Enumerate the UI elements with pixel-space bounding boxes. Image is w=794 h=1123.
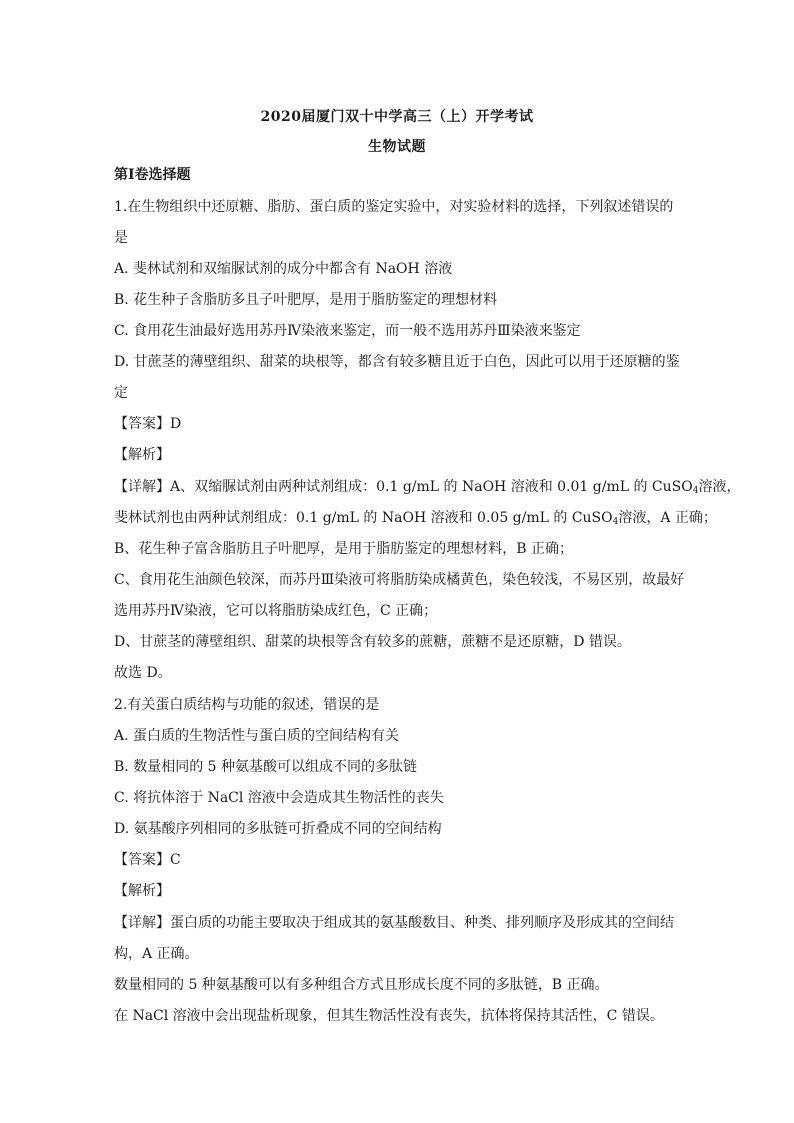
q1-detail-line2	[114, 509, 717, 531]
q1-detail-line1-tail: 溶液，	[698, 479, 741, 495]
q1-option-d-line1: D. 甘蔗茎的薄壁组织、甜菜的块根等，都含有较多糖且近于白色，因此可以用于还原糖的鉴	[114, 354, 680, 370]
q1-detail-line6: D、甘蔗茎的薄壁组织、甜菜的块根等含有较多的蔗糖，蔗糖不是还原糖，D 错误。	[114, 634, 631, 650]
q1-stem-line1: 1.在生物组织中还原糖、脂肪、蛋白质的鉴定实验中，对实验材料的选择，下列叙述错误的	[114, 199, 674, 215]
q2-detail-line3: 数量相同的 5 种氨基酸可以有多种组合方式且形成长度不同的多肽链，B 正确。	[114, 977, 609, 993]
q1-detail-line2-text: 斐林试剂也由两种试剂组成：0.1 g/mL 的 NaOH 溶液和 0.05 g/mL 的 CuSO	[114, 510, 613, 526]
exam-subtitle: 生物试题	[368, 139, 426, 155]
q1-detail-line1	[114, 478, 741, 500]
q1-subscript: 4	[692, 486, 699, 496]
q1-stem-line2: 是	[114, 230, 128, 246]
q1-detail-line1-text: 【详解】A、双缩脲试剂由两种试剂组成：0.1 g/mL 的 NaOH 溶液和 0.01 g/mL 的 CuSO	[114, 479, 693, 495]
q2-analysis-label: 【解析】	[114, 883, 170, 899]
q2-detail-line2: 构，A 正确。	[114, 946, 199, 962]
q1-option-c: C. 食用花生油最好选用苏丹Ⅳ染液来鉴定，而一般不选用苏丹Ⅲ染液来鉴定	[114, 323, 581, 339]
q2-answer: 【答案】C	[114, 852, 181, 868]
exam-title: 2020届厦门双十中学高三（上）开学考试	[260, 109, 534, 125]
q2-option-d: D. 氨基酸序列相同的多肽链可折叠成不同的空间结构	[114, 821, 442, 837]
q2-detail-line1: 【详解】蛋白质的功能主要取决于组成其的氨基酸数目、种类、排列顺序及形成其的空间结	[114, 915, 674, 931]
q2-option-b: B. 数量相同的 5 种氨基酸可以组成不同的多肽链	[114, 759, 417, 775]
q1-option-b: B. 花生种子含脂肪多且子叶肥厚，是用于脂肪鉴定的理想材料	[114, 292, 498, 308]
q1-detail-line3: B、花生种子富含脂肪且子叶肥厚，是用于脂肪鉴定的理想材料，B 正确；	[114, 541, 574, 557]
section-heading: 第I卷选择题	[114, 167, 191, 183]
q1-conclusion: 故选 D。	[114, 665, 172, 681]
q2-option-a: A. 蛋白质的生物活性与蛋白质的空间结构有关	[114, 728, 400, 744]
q1-subscript: 4	[612, 517, 619, 527]
q1-option-a: A. 斐林试剂和双缩脲试剂的成分中都含有 NaOH 溶液	[114, 261, 453, 277]
q2-detail-line4: 在 NaCl 溶液中会出现盐析现象，但其生物活性没有丧失，抗体将保持其活性，C 错误。	[114, 1008, 664, 1024]
q1-option-d-line2: 定	[114, 385, 128, 401]
q1-detail-line5: 选用苏丹Ⅳ染液，它可以将脂肪染成红色，C 正确；	[114, 603, 438, 619]
q1-detail-line4: C、食用花生油颜色较深，而苏丹Ⅲ染液可将脂肪染成橘黄色，染色较浅，不易区别，故最好	[114, 572, 685, 588]
q2-stem: 2.有关蛋白质结构与功能的叙述，错误的是	[114, 697, 380, 713]
q1-detail-line2-tail: 溶液，A 正确；	[618, 510, 717, 526]
q1-answer: 【答案】D	[114, 416, 182, 432]
q2-option-c: C. 将抗体溶于 NaCl 溶液中会造成其生物活性的丧失	[114, 790, 444, 806]
q1-analysis-label: 【解析】	[114, 447, 170, 463]
